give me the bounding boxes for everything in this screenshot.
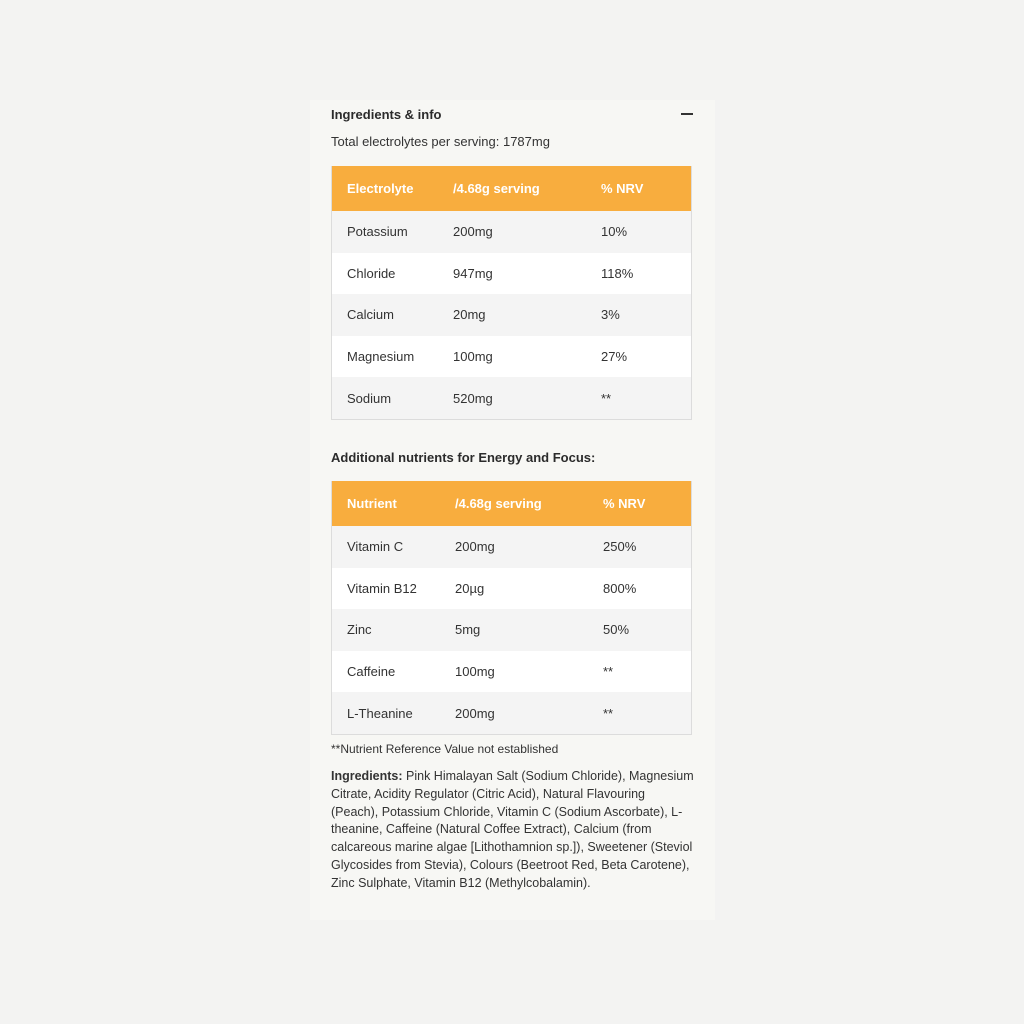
column-header: % NRV xyxy=(601,181,644,196)
table-cell: Potassium xyxy=(347,224,408,240)
table-cell: 50% xyxy=(603,622,630,638)
total-electrolytes-text: Total electrolytes per serving: 1787mg xyxy=(331,134,550,149)
column-header: Nutrient xyxy=(347,496,397,511)
table-cell: 200mg xyxy=(455,539,495,555)
column-header: % NRV xyxy=(603,496,646,511)
table-cell: Chloride xyxy=(347,265,396,281)
table-cell: 250% xyxy=(603,539,637,555)
table-cell: 100mg xyxy=(453,349,493,365)
table-row xyxy=(332,526,691,568)
nutrient-table xyxy=(331,481,692,735)
table-header xyxy=(332,166,691,211)
table-cell: L-Theanine xyxy=(347,705,413,721)
column-header: /4.68g serving xyxy=(453,181,540,196)
table-row xyxy=(332,651,691,693)
table-row xyxy=(332,609,691,651)
table-cell: 118% xyxy=(601,265,634,281)
table-row xyxy=(332,211,691,253)
table-cell: Vitamin C xyxy=(347,539,404,555)
table-cell: 20mg xyxy=(453,307,486,323)
table-row xyxy=(332,692,691,734)
accordion-header[interactable] xyxy=(331,104,695,124)
table-cell: 27% xyxy=(601,349,628,365)
table-cell: 200mg xyxy=(455,705,495,721)
table-cell: 100mg xyxy=(455,664,495,680)
table-cell: Vitamin B12 xyxy=(347,580,417,596)
minus-icon[interactable] xyxy=(681,113,693,115)
table-cell: ** xyxy=(603,705,614,721)
ingredients-text xyxy=(331,768,695,893)
ingredients-panel xyxy=(310,100,715,920)
table-cell: 520mg xyxy=(453,390,493,406)
table-cell: Calcium xyxy=(347,307,394,323)
table-cell: 20µg xyxy=(455,580,485,596)
table-row xyxy=(332,253,691,295)
table-cell: Sodium xyxy=(347,390,392,406)
ingredients-label: Ingredients: xyxy=(331,769,403,783)
table-cell: Zinc xyxy=(347,622,372,638)
electrolyte-table xyxy=(331,166,692,420)
table-cell: Caffeine xyxy=(347,664,396,680)
column-header: Electrolyte xyxy=(347,181,414,196)
table-row xyxy=(332,377,691,419)
table-cell: 947mg xyxy=(453,265,493,281)
table-cell: 3% xyxy=(601,307,620,323)
table-cell: ** xyxy=(601,390,612,406)
table-cell: 800% xyxy=(603,580,637,596)
table-header xyxy=(332,481,691,526)
ingredients-list: Pink Himalayan Salt (Sodium Chloride), Magnesium Citrate, Acidity Regulator (Citric Acid), Natural Flavouring (Peach), Potassium Chloride, Vitamin C (Sodium Ascorbate), L-theanine, Caffeine (Natural Coffee Extract), Calcium (from calcareous marine algae [Lithothamnion sp.]), Sweetener (Steviol Glycosides from Stevia), Colours (Beetroot Red, Beta Carotene), Zinc Sulphate, Vitamin B12 (Methylcobalamin). xyxy=(331,769,694,890)
table-cell: ** xyxy=(603,664,614,680)
table-row xyxy=(332,568,691,610)
table-row xyxy=(332,294,691,336)
table-cell: Magnesium xyxy=(347,349,415,365)
nrv-footnote: **Nutrient Reference Value not established xyxy=(331,742,559,756)
table-cell: 10% xyxy=(601,224,628,240)
column-header: /4.68g serving xyxy=(455,496,542,511)
accordion-title: Ingredients & info xyxy=(331,106,442,122)
table-cell: 200mg xyxy=(453,224,493,240)
table-row xyxy=(332,336,691,378)
table-cell: 5mg xyxy=(455,622,481,638)
additional-nutrients-heading: Additional nutrients for Energy and Focus: xyxy=(331,450,596,465)
